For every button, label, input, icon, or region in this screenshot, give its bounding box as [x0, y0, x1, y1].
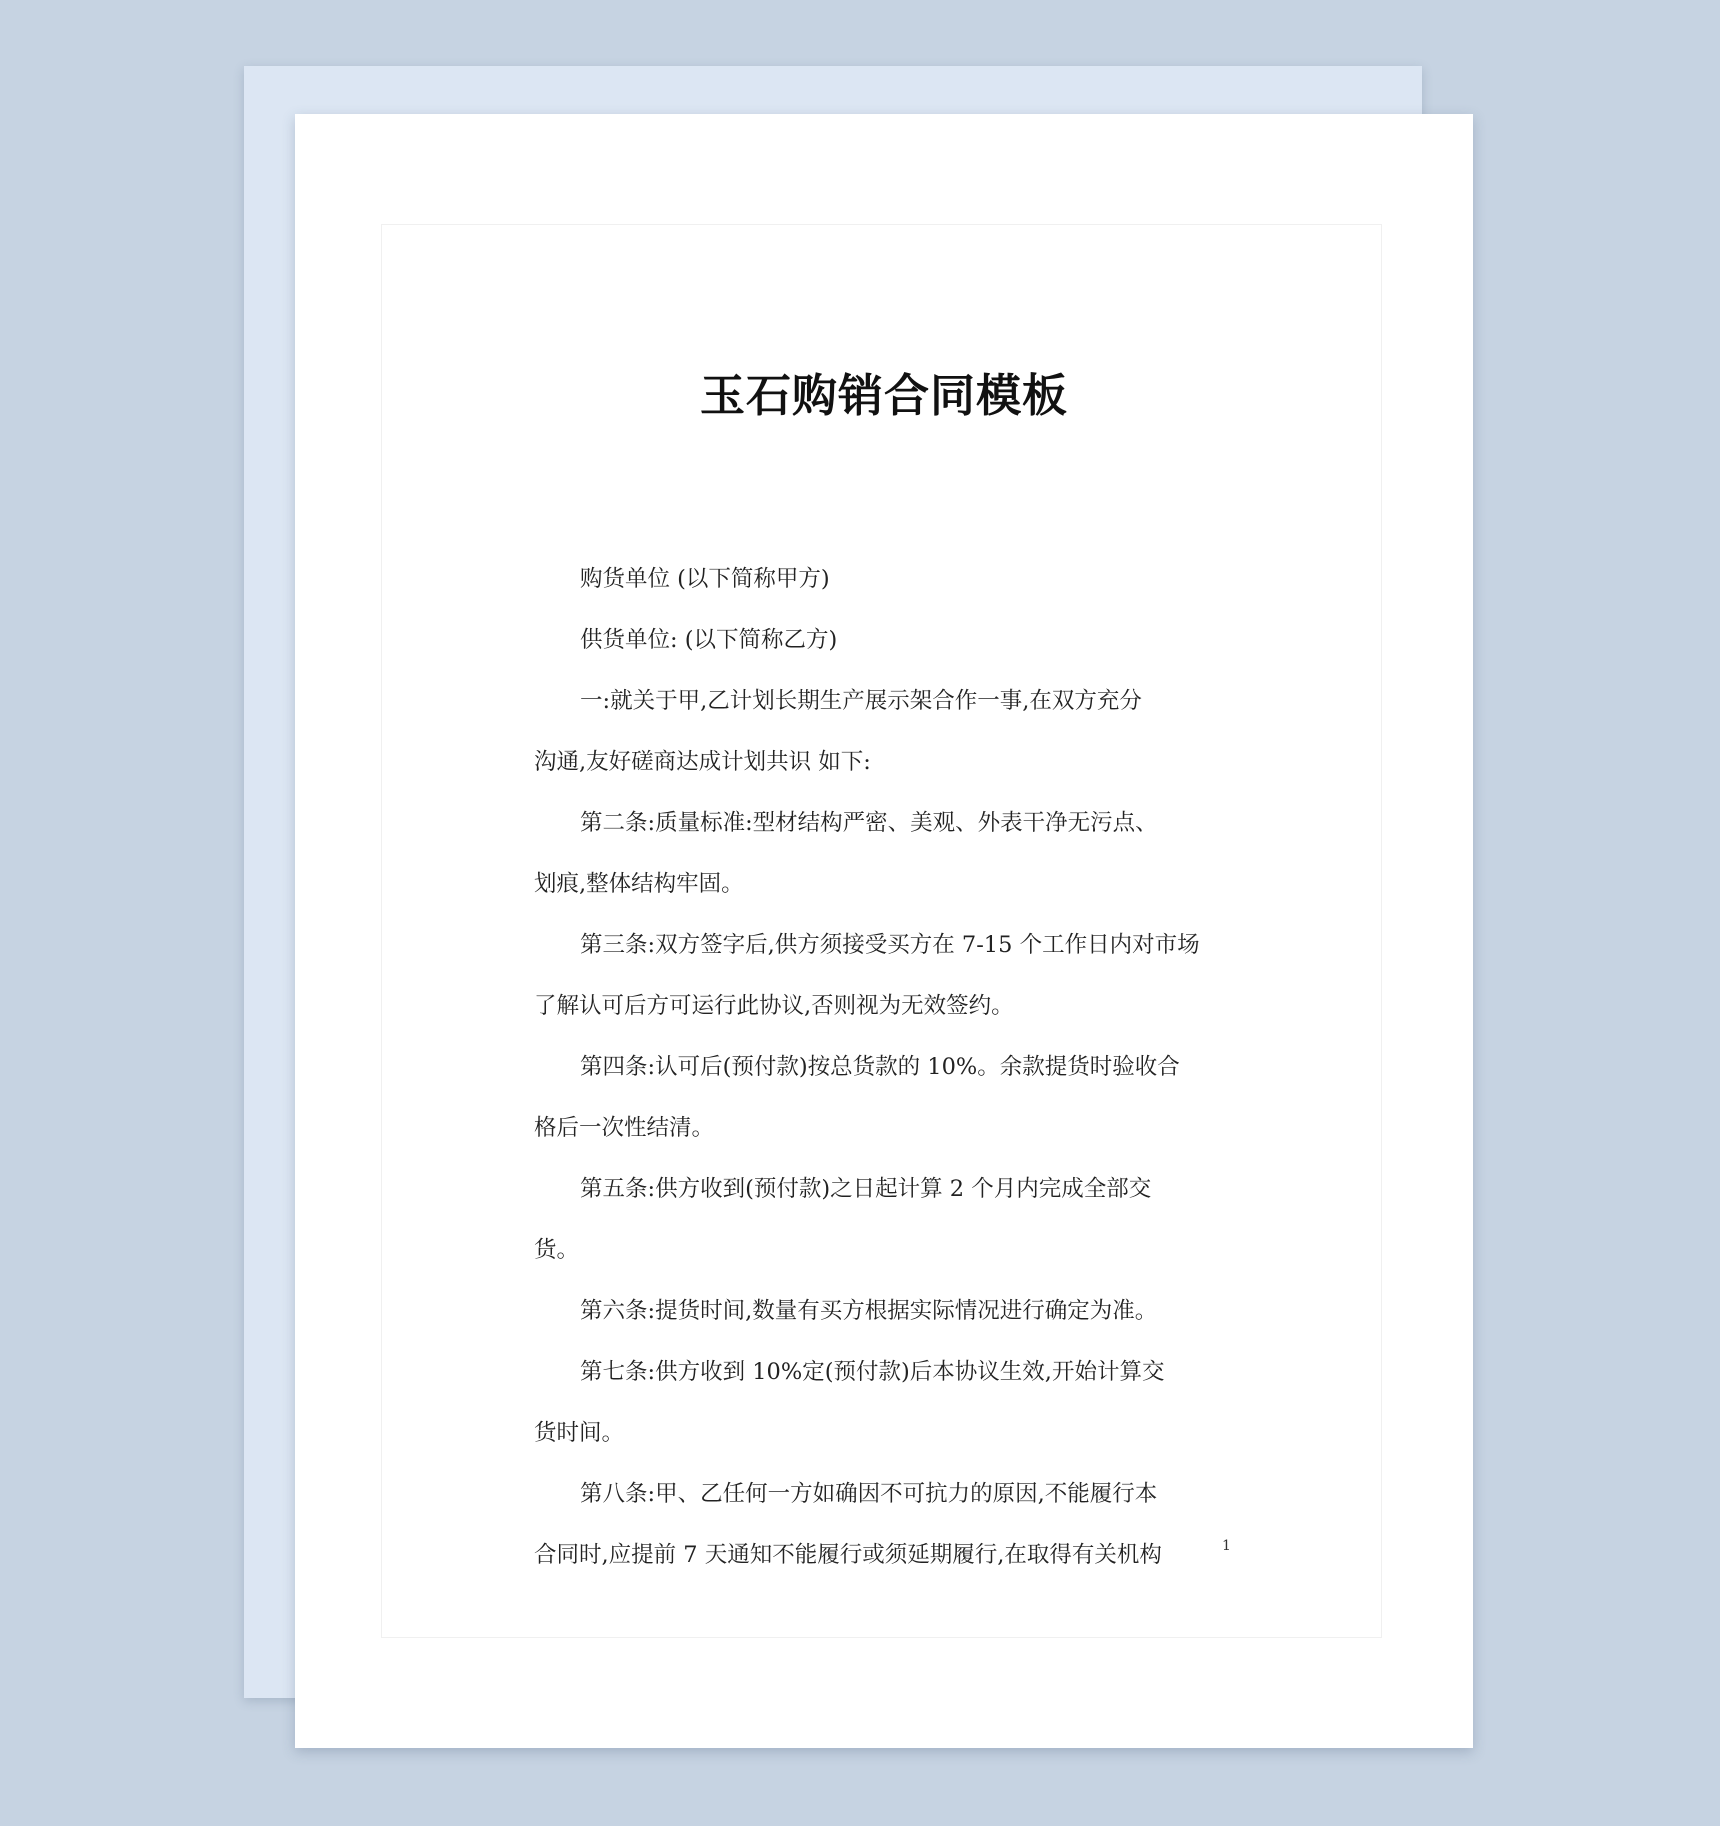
- paragraph: [534, 915, 1234, 1037]
- paragraph-line: 第六条:提货时间,数量有买方根据实际情况进行确定为准。: [580, 1298, 1158, 1324]
- paragraph: [534, 1281, 1234, 1342]
- paragraph-line: 了解认可后方可运行此协议,否则视为无效签约。: [534, 993, 1014, 1019]
- paragraph-line: 货。: [534, 1237, 580, 1263]
- paragraph-line: 沟通,友好磋商达成计划共识 如下:: [534, 749, 871, 775]
- paragraph: [534, 1342, 1234, 1464]
- document-title: 玉石购销合同模板: [699, 369, 1068, 422]
- paragraph-line: 货时间。: [534, 1420, 625, 1446]
- paragraph-line: 供货单位: (以下简称乙方): [580, 627, 838, 653]
- paragraph: [534, 793, 1234, 915]
- paragraph-line: 第七条:供方收到 10%定(预付款)后本协议生效,开始计算交: [580, 1359, 1165, 1385]
- paragraph-line: 第三条:双方签字后,供方须接受买方在 7-15 个工作日内对市场: [580, 932, 1200, 958]
- paragraph-line: 第四条:认可后(预付款)按总货款的 10%。余款提货时验收合: [580, 1054, 1180, 1080]
- paragraph: [534, 610, 1234, 671]
- document-body: [534, 549, 1234, 1586]
- page-number: 1: [1222, 1538, 1231, 1554]
- paragraph-line: 第五条:供方收到(预付款)之日起计算 2 个月内完成全部交: [580, 1176, 1152, 1202]
- paragraph-line: 第八条:甲、乙任何一方如确因不可抗力的原因,不能履行本: [580, 1481, 1158, 1507]
- paragraph-line: 第二条:质量标准:型材结构严密、美观、外表干净无污点、: [580, 810, 1158, 836]
- paragraph-line: 格后一次性结清。: [534, 1115, 715, 1141]
- paragraph: [534, 1037, 1234, 1159]
- paragraph-line: 合同时,应提前 7 天通知不能履行或须延期履行,在取得有关机构: [534, 1542, 1162, 1568]
- document-page: [295, 114, 1473, 1748]
- paragraph: [534, 1159, 1234, 1281]
- paragraph-line: 购货单位 (以下简称甲方): [580, 566, 830, 592]
- paragraph: [534, 671, 1234, 793]
- paragraph: [534, 549, 1234, 610]
- paragraph-line: 划痕,整体结构牢固。: [534, 871, 744, 897]
- paragraph: [534, 1464, 1234, 1586]
- paragraph-line: 一:就关于甲,乙计划长期生产展示架合作一事,在双方充分: [580, 688, 1142, 714]
